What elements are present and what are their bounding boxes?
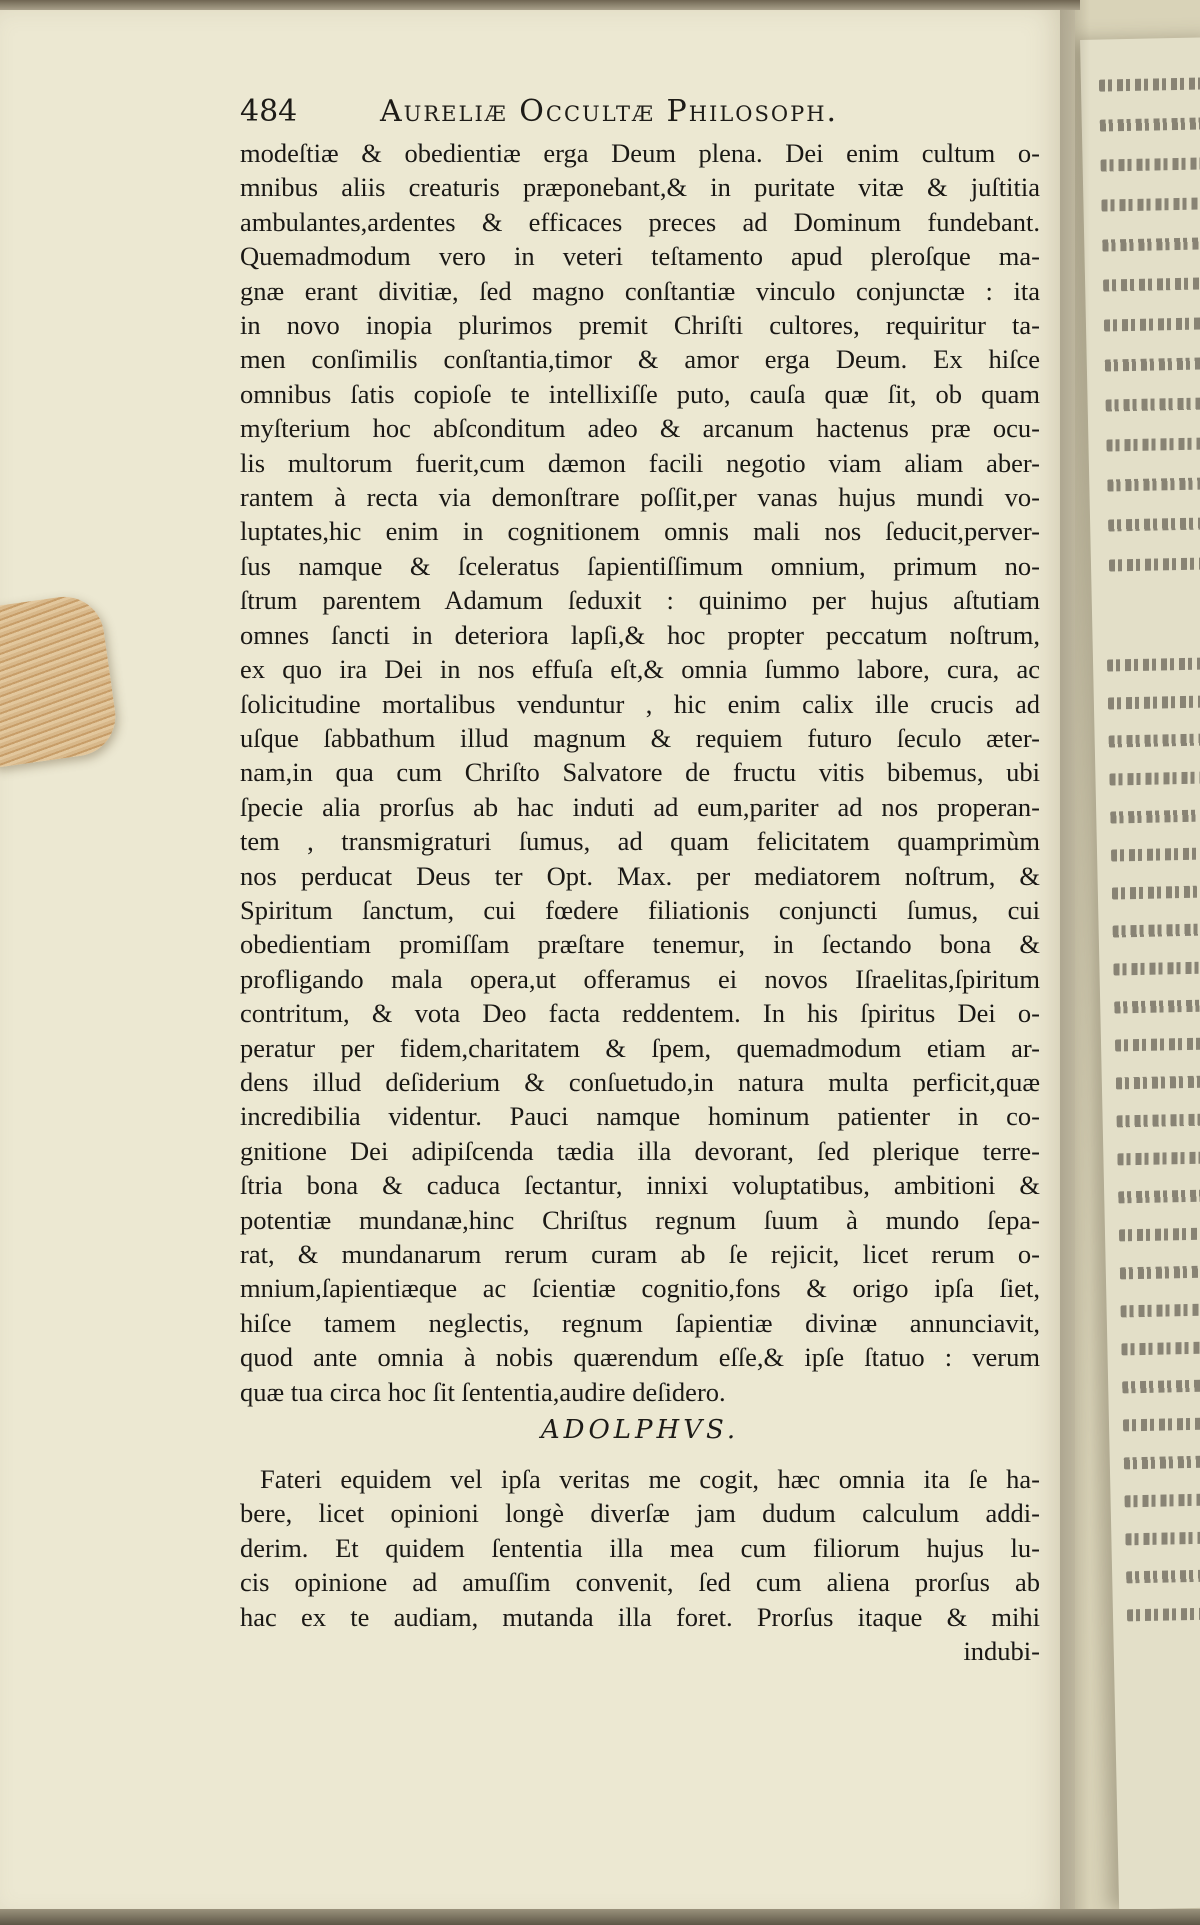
facing-text-line bbox=[1104, 316, 1200, 331]
facing-text-line bbox=[1107, 476, 1200, 491]
text-line: dens illud deſiderium & conſuetudo,in natura multa perficit,quæ bbox=[240, 1066, 1040, 1097]
paragraph-2 bbox=[240, 1462, 1040, 1668]
text-line: ſtrum parentem Adamum ſeduxit : quinimo per hujus aſtutiam bbox=[240, 585, 1040, 616]
page-number: 484 bbox=[240, 94, 298, 129]
text-line: omnibus ſatis copioſe te intellixiſſe puto, cauſa quæ ſit, ob quam bbox=[240, 378, 1040, 409]
facing-text-line bbox=[1109, 556, 1200, 571]
facing-text-line bbox=[1121, 1302, 1200, 1317]
facing-text-line bbox=[1108, 516, 1200, 531]
bottom-page-edge bbox=[0, 1909, 1200, 1925]
facing-text-line bbox=[1123, 1416, 1200, 1431]
text-line: hiſce tamem neglectis, regnum ſapientiæ divinæ annunciavit, bbox=[240, 1307, 1040, 1338]
text-line: ex quo ira Dei in nos effuſa eſt,& omnia ſummo labore, cura, ac bbox=[240, 654, 1040, 685]
facing-text-line bbox=[1109, 732, 1200, 747]
text-line: gnæ erant divitiæ, ſed magno conſtantiæ vinculo conjunctæ : ita bbox=[240, 275, 1040, 306]
catchword: indubi- bbox=[963, 1636, 1040, 1667]
text-line: modeſtiæ & obedientiæ erga Deum plena. Dei enim cultum o- bbox=[240, 138, 1040, 168]
text-line: quæ tua circa hoc ſit ſententia,audire deſidero. bbox=[240, 1376, 726, 1407]
page-header bbox=[240, 90, 1040, 132]
text-line: ſpecie alia prorſus ab hac induti ad eum,pariter ad nos properan- bbox=[240, 791, 1040, 822]
facing-text-line bbox=[1125, 1530, 1200, 1545]
facing-text-line bbox=[1119, 1226, 1200, 1241]
facing-text-line bbox=[1108, 694, 1200, 709]
text-line: lis multorum fuerit,cum dæmon facili negotio viam aliam aber- bbox=[240, 447, 1040, 478]
facing-text-line bbox=[1101, 196, 1200, 211]
text-line: Quemadmodum vero in veteri teſtamento apud pleroſque ma- bbox=[240, 241, 1040, 272]
speaker-heading: ADOLPHVS. bbox=[540, 1415, 740, 1445]
text-line: rat, & mundanarum rerum curam ab ſe rejicit, licet rerum o- bbox=[240, 1239, 1040, 1269]
text-line: contritum, & vota Deo facta reddentem. In his ſpiritus Dei o- bbox=[240, 998, 1040, 1029]
text-line: profligando mala opera,ut offeramus ei novos Iſraelitas,ſpiritum bbox=[240, 963, 1040, 994]
page-gutter-shadow bbox=[1060, 0, 1090, 1925]
text-line: bere, licet opinioni longè diverſæ jam dudum calculum addi- bbox=[240, 1498, 1040, 1529]
facing-text-line bbox=[1110, 808, 1200, 823]
facing-text-line bbox=[1118, 1188, 1200, 1203]
text-line: nos perducat Deus ter Opt. Max. per mediatorem noſtrum, & bbox=[240, 860, 1040, 891]
text-line: nam,in qua cum Chriſto Salvatore de fructu vitis bibemus, ubi bbox=[240, 757, 1040, 788]
text-line: tem , transmigraturi ſumus, ad quam felicitatem quamprimùm bbox=[240, 826, 1040, 857]
facing-text-line bbox=[1111, 846, 1200, 861]
facing-text-line bbox=[1106, 436, 1200, 451]
facing-text-line bbox=[1107, 656, 1200, 671]
text-line: potentiæ mundanæ,hinc Chriſtus regnum ſuum à mundo ſepa- bbox=[240, 1204, 1040, 1235]
facing-text-line bbox=[1122, 1378, 1200, 1393]
text-line: incredibilia videntur. Pauci namque hominum patienter in co- bbox=[240, 1101, 1040, 1132]
text-line: derim. Et quidem ſententia illa mea cum filiorum hujus lu- bbox=[240, 1532, 1040, 1563]
text-line: myſterium hoc abſconditum adeo & arcanum hactenus præ ocu- bbox=[240, 413, 1040, 444]
facing-text-line bbox=[1103, 276, 1200, 291]
running-head: Aureliæ Occultæ Philosoph. bbox=[380, 94, 839, 129]
text-line: obedientiam promiſſam præſtare tenemur, in ſectando bona & bbox=[240, 929, 1040, 960]
facing-text-line bbox=[1116, 1074, 1200, 1089]
text-line: Spiritum ſanctum, cui fœdere filiationis conjuncti ſumus, cui bbox=[240, 894, 1040, 925]
text-line: mnium,ſapientiæque ac ſcientiæ cognitio,fons & origo ipſa ſiet, bbox=[240, 1273, 1040, 1304]
facing-text-line bbox=[1106, 396, 1200, 411]
facing-text-line bbox=[1101, 156, 1200, 171]
text-line: in novo inopia plurimos premit Chriſti cultores, requiritur ta- bbox=[240, 310, 1040, 341]
facing-text-line bbox=[1121, 1340, 1200, 1355]
facing-text-line bbox=[1102, 236, 1200, 251]
text-line: rantem à recta via demonſtrare poſſit,per vanas hujus mundi vo- bbox=[240, 482, 1040, 513]
text-line: quod ante omnia à nobis quærendum eſſe,& ipſe ſtatuo : verum bbox=[240, 1342, 1040, 1373]
text-line: ſus namque & ſceleratus ſapientiſſimum omnium, primum no- bbox=[240, 550, 1040, 581]
facing-text-line bbox=[1113, 922, 1200, 937]
facing-text-line bbox=[1124, 1454, 1200, 1469]
top-page-edge bbox=[0, 0, 1080, 10]
facing-text-line bbox=[1117, 1150, 1200, 1165]
facing-text-line bbox=[1112, 884, 1200, 899]
facing-text-line bbox=[1120, 1264, 1200, 1279]
facing-text-line bbox=[1100, 116, 1200, 131]
facing-text-line bbox=[1126, 1568, 1200, 1583]
facing-text-line bbox=[1115, 1036, 1200, 1051]
facing-text-line bbox=[1127, 1606, 1200, 1621]
facing-text-line bbox=[1114, 998, 1200, 1013]
paragraph-1 bbox=[240, 136, 1040, 1409]
text-line: men conſimilis conſtantia,timor & amor erga Deum. Ex hiſce bbox=[240, 344, 1040, 375]
text-line: luptates,hic enim in cognitionem omnis mali nos ſeducit,perver- bbox=[240, 516, 1040, 547]
facing-page-edge bbox=[1080, 37, 1200, 1910]
text-line: gnitione Dei adipiſcenda tædia illa devorant, ſed plerique terre- bbox=[240, 1135, 1040, 1166]
text-line: ſtria bona & caduca ſectantur, innixi voluptatibus, ambitioni & bbox=[240, 1170, 1040, 1201]
facing-text-line bbox=[1109, 770, 1200, 785]
facing-text-line bbox=[1113, 960, 1200, 975]
text-line: peratur per fidem,charitatem & ſpem, quemadmodum etiam ar- bbox=[240, 1032, 1040, 1063]
facing-text-line bbox=[1117, 1112, 1200, 1127]
text-line: ambulantes,ardentes & efficaces preces ad Dominum fundebant. bbox=[240, 206, 1040, 237]
facing-text-line bbox=[1124, 1492, 1200, 1507]
text-line: hac ex te audiam, mutanda illa foret. Prorſus itaque & mihi bbox=[240, 1601, 1040, 1632]
text-line: cis opinione ad amuſſim convenit, ſed cum aliena prorſus ab bbox=[240, 1567, 1040, 1598]
text-line: uſque ſabbathum illud magnum & requiem futuro ſeculo æter- bbox=[240, 722, 1040, 753]
text-line: Fateri equidem vel ipſa veritas me cogit, hæc omnia ita ſe ha- bbox=[260, 1464, 1040, 1494]
text-line: omnes ſancti in deteriora lapſi,& hoc propter peccatum noſtrum, bbox=[240, 619, 1040, 650]
text-line: mnibus aliis creaturis præponebant,& in puritate vitæ & juſtitia bbox=[240, 172, 1040, 203]
facing-text-line bbox=[1105, 356, 1200, 371]
text-line: ſolicitudine mortalibus venduntur , hic enim calix ille crucis ad bbox=[240, 688, 1040, 719]
facing-text-line bbox=[1099, 76, 1200, 91]
